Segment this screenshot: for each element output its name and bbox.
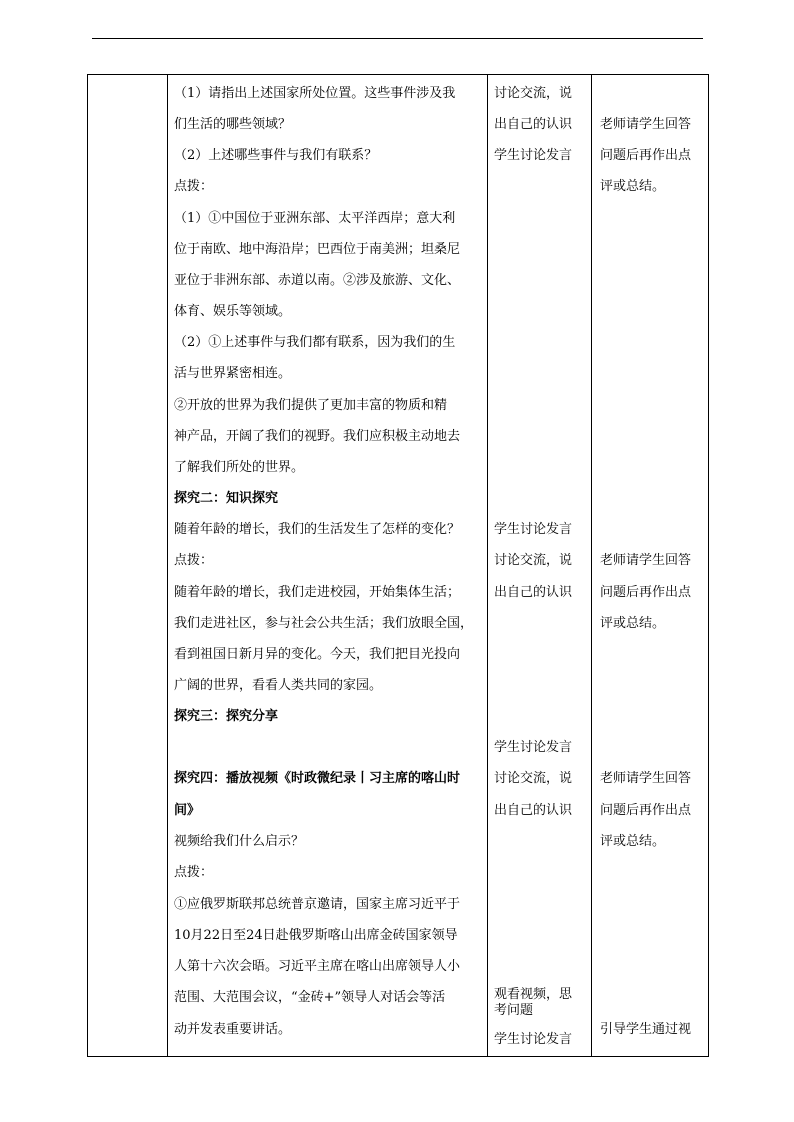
- activity-text-line: 亚位于非洲东部、赤道以南。②涉及旅游、文化、: [174, 273, 461, 288]
- activity-text-line: 探究二：知识探究: [174, 491, 279, 506]
- activity-text-line: 我们走进社区，参与社会公共生活；我们放眼全国，: [174, 616, 474, 631]
- activity-text-line: 随着年龄的增长，我们的生活发生了怎样的变化？: [174, 522, 461, 537]
- teacher-activity-line: 引导学生通过视: [600, 1022, 692, 1037]
- teacher-activity-line: 老师请学生回答: [600, 117, 692, 132]
- activity-text-line: 间》: [174, 803, 201, 818]
- teacher-activity-line: 评或总结。: [600, 179, 666, 194]
- activity-text-line: 人第十六次会晤。习近平主席在喀山出席领导人小: [174, 959, 461, 974]
- teacher-activity-line: 问题后再作出点: [600, 585, 692, 600]
- activity-text-line: （1）请指出上述国家所处位置。这些事件涉及我: [174, 86, 456, 101]
- activity-text-line: 点拨：: [174, 553, 214, 568]
- student-activity-cell: [488, 75, 592, 1057]
- header-rule: [92, 38, 703, 39]
- activity-text-line: 点拨：: [174, 179, 214, 194]
- student-activity-line: 出自己的认识: [494, 585, 573, 600]
- activity-text-line: 点拨：: [174, 865, 214, 880]
- student-activity-line: 学生讨论发言: [494, 522, 573, 537]
- activity-text-line: 体育、娱乐等领域。: [174, 304, 292, 319]
- activity-text-line: （2）上述哪些事件与我们有联系？: [174, 148, 378, 163]
- student-activity-line: 讨论交流，说: [494, 771, 573, 786]
- teacher-activity-cell: [592, 75, 709, 1057]
- activity-text-line: （1）①中国位于亚洲东部、太平洋西岸；意大利: [174, 211, 456, 226]
- teacher-activity-line: 评或总结。: [600, 834, 666, 849]
- activity-text-line: 们生活的哪些领域？: [174, 117, 292, 132]
- activity-text-line: 探究三：探究分享: [174, 709, 279, 724]
- teacher-activity-line: 老师请学生回答: [600, 553, 692, 568]
- activity-text-line: 随着年龄的增长，我们走进校园，开始集体生活；: [174, 585, 461, 600]
- student-activity-line: 观看视频，思: [494, 987, 573, 1002]
- activity-text-line: 位于南欧、地中海沿岸；巴西位于南美洲；坦桑尼: [174, 242, 461, 257]
- student-activity-line: 考问题: [494, 1003, 534, 1018]
- teacher-activity-line: 问题后再作出点: [600, 803, 692, 818]
- activity-text-line: 范围、大范围会议，“金砖+”领导人对话会等活: [174, 990, 446, 1005]
- teaching-activity-cell: [168, 75, 488, 1057]
- student-activity-line: 学生讨论发言: [494, 1032, 573, 1047]
- student-activity-line: 出自己的认识: [494, 117, 573, 132]
- table-row: [88, 75, 709, 1057]
- teacher-activity-line: 老师请学生回答: [600, 771, 692, 786]
- activity-text-line: 看到祖国日新月异的变化。今天，我们把目光投向: [174, 647, 461, 662]
- lesson-plan-table: [87, 74, 709, 1057]
- teacher-activity-line: 问题后再作出点: [600, 148, 692, 163]
- student-activity-line: 讨论交流，说: [494, 86, 573, 101]
- activity-text-line: （2）①上述事件与我们都有联系，因为我们的生: [174, 335, 456, 350]
- student-activity-line: 学生讨论发言: [494, 148, 573, 163]
- activity-text-line: 探究四：播放视频《时政微纪录丨习主席的喀山时: [174, 771, 461, 786]
- activity-text-line: 活与世界紧密相连。: [174, 366, 292, 381]
- student-activity-line: 出自己的认识: [494, 803, 573, 818]
- activity-text-line: ②开放的世界为我们提供了更加丰富的物质和精: [174, 398, 448, 413]
- section-cell: [88, 75, 168, 1057]
- activity-text-line: 了解我们所处的世界。: [174, 460, 305, 475]
- student-activity-line: 学生讨论发言: [494, 740, 573, 755]
- activity-text-line: 动并发表重要讲话。: [174, 1022, 292, 1037]
- activity-text-line: 神产品，开阔了我们的视野。我们应积极主动地去: [174, 429, 461, 444]
- activity-text-line: 视频给我们什么启示？: [174, 834, 305, 849]
- student-activity-line: 讨论交流，说: [494, 553, 573, 568]
- activity-text-line: 广阔的世界，看看人类共同的家园。: [174, 678, 383, 693]
- teacher-activity-line: 评或总结。: [600, 616, 666, 631]
- activity-text-line: 10月22日至24日赴俄罗斯喀山出席金砖国家领导: [174, 928, 458, 943]
- activity-text-line: ①应俄罗斯联邦总统普京邀请，国家主席习近平于: [174, 897, 461, 912]
